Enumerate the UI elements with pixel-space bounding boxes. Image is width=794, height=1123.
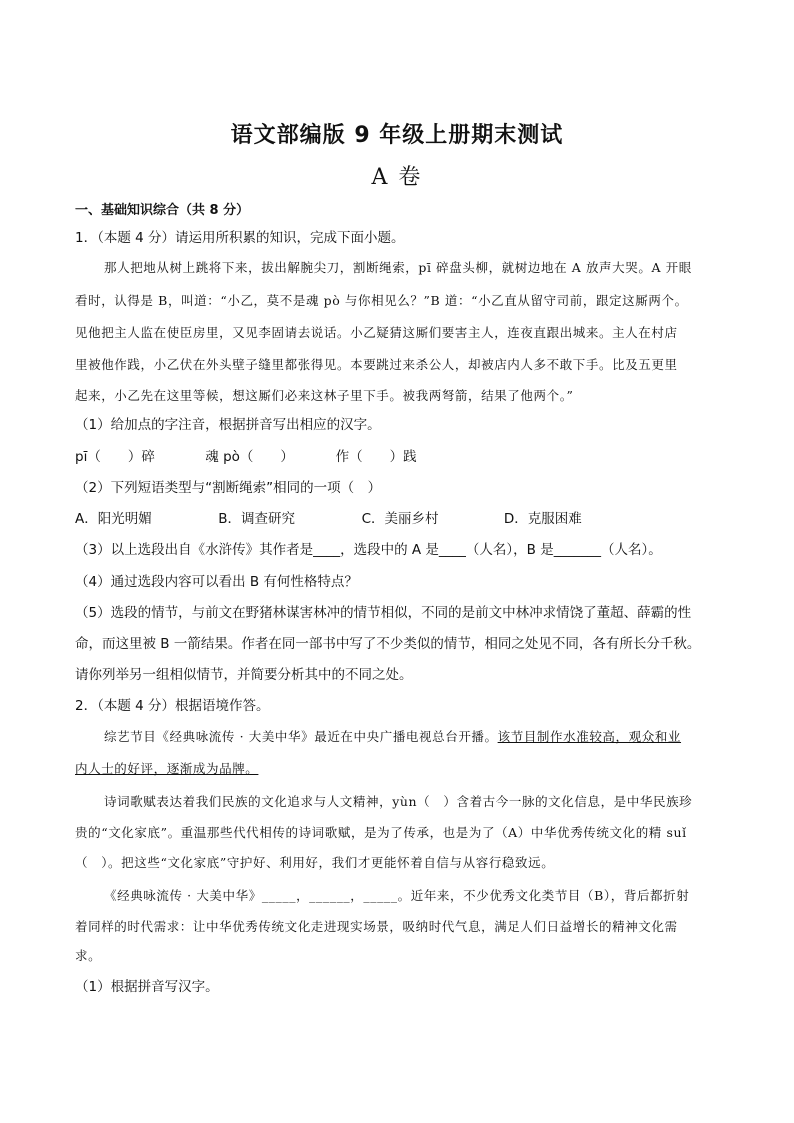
q2-p2-line: 贵的“文化家底”。重温那些代代相传的诗词歌赋，是为了传承，也是为了（A）中华优秀传统文化的精 suǐ bbox=[75, 825, 687, 840]
pinyin-blank: pī（ ）碎 bbox=[75, 449, 155, 465]
q1-sub2: （2）下列短语类型与“割断绳索”相同的一项（ ） bbox=[75, 480, 382, 496]
q1-sub3: （3）以上选段出自《水浒传》其作者是____，选段中的 A 是____（人名），B 是_______（人名）。 bbox=[75, 542, 662, 558]
option-a: A．阳光明媚 bbox=[75, 511, 152, 527]
q2-sub1: （1）根据拼音写汉字。 bbox=[75, 979, 219, 995]
q1-sub5-line: （5）选段的情节，与前文在野猪林谋害林冲的情节相似，不同的是前文中林冲求情饶了董超、薛霸的性 bbox=[75, 605, 692, 621]
q2-p1-underlined: 该节目制作水准较高，观众和业 bbox=[497, 729, 682, 744]
q1-sub1: （1）给加点的字注音，根据拼音写出相应的汉字。 bbox=[75, 417, 381, 433]
option-d: D．克服困难 bbox=[503, 511, 582, 527]
question-2-stem: 2．（本题 4 分）根据语境作答。 bbox=[75, 698, 270, 714]
q1-passage-line: 里被他作践，小乙伏在外头壁子缝里都张得见。本要跳过来杀公人，却被店内人多不敢下手。比及五更里 bbox=[75, 357, 678, 372]
q2-p2-line: 诗词歌赋表达着我们民族的文化追求与人文精神，yùn（ ）含着古今一脉的文化信息，是中华民族珍 bbox=[104, 794, 693, 809]
q2-p1-underlined-line2: 内人士的好评，逐渐成为品牌。 bbox=[75, 761, 259, 776]
section-heading: 一、基础知识综合（共 8 分） bbox=[75, 203, 250, 218]
q2-p3-line: 求。 bbox=[75, 948, 102, 963]
page-title: 语文部编版 9 年级上册期末测试 bbox=[230, 123, 564, 148]
q1-passage-line: 起来，小乙先在这里等候，想这厮们必来这林子里下手。被我两弩箭，结果了他两个。” bbox=[75, 388, 574, 403]
option-c: C．美丽乡村 bbox=[361, 511, 439, 527]
q2-p3-line: 着同样的时代需求：让中华优秀传统文化走进现实场景，吸纳时代气息，满足人们日益增长的精神文化需 bbox=[75, 919, 678, 934]
q2-paragraph-1 bbox=[104, 727, 734, 745]
page-subtitle: A 卷 bbox=[371, 165, 423, 190]
q1-pinyin-row bbox=[75, 445, 735, 465]
pinyin-blank: 魂 pò（ ） bbox=[205, 449, 294, 465]
q1-passage-line: 那人把地从树上跳将下来，拔出解腕尖刀，割断绳索，pī 碎盘头柳，就树边地在 A 放声大哭。A 开眼 bbox=[104, 260, 692, 275]
q2-p3-line: 《经典咏流传 · 大美中华》_____，______，_____。近年来，不少优秀文化类节目（B），背后都折射 bbox=[104, 888, 690, 903]
q2-p1-text: 综艺节目《经典咏流传 · 大美中华》最近在中央广播电视总台开播。 bbox=[104, 729, 498, 744]
pinyin-blank: 作（ ）践 bbox=[335, 449, 417, 465]
option-b: B．调查研究 bbox=[218, 511, 296, 527]
question-1-stem: 1．（本题 4 分）请运用所积累的知识，完成下面小题。 bbox=[75, 230, 405, 246]
q1-options bbox=[75, 507, 735, 527]
q1-sub4: （4）通过选段内容可以看出 B 有何性格特点？ bbox=[75, 574, 358, 590]
q1-sub5-line: 请你列举另一组相似情节，并简要分析其中的不同之处。 bbox=[75, 667, 413, 683]
q1-sub5-line: 命，而这里被 B 一箭结果。作者在同一部书中写了不少类似的情节，相同之处见不同，各有所长分千秋。 bbox=[75, 636, 701, 652]
q2-p2-line: （ ）。把这些“文化家底”守护好、利用好，我们才更能怀着自信与从容行稳致远。 bbox=[75, 855, 555, 870]
q1-passage-line: 见他把主人监在使臣房里，又见李固请去说话。小乙疑猜这厮们要害主人，连夜直跟出城来。主人在村店 bbox=[75, 325, 678, 340]
q1-passage-line: 看时，认得是 B，叫道：“小乙，莫不是魂 pò 与你相见么？”B 道：“小乙直从留守司前，跟定这厮两个。 bbox=[75, 293, 688, 308]
